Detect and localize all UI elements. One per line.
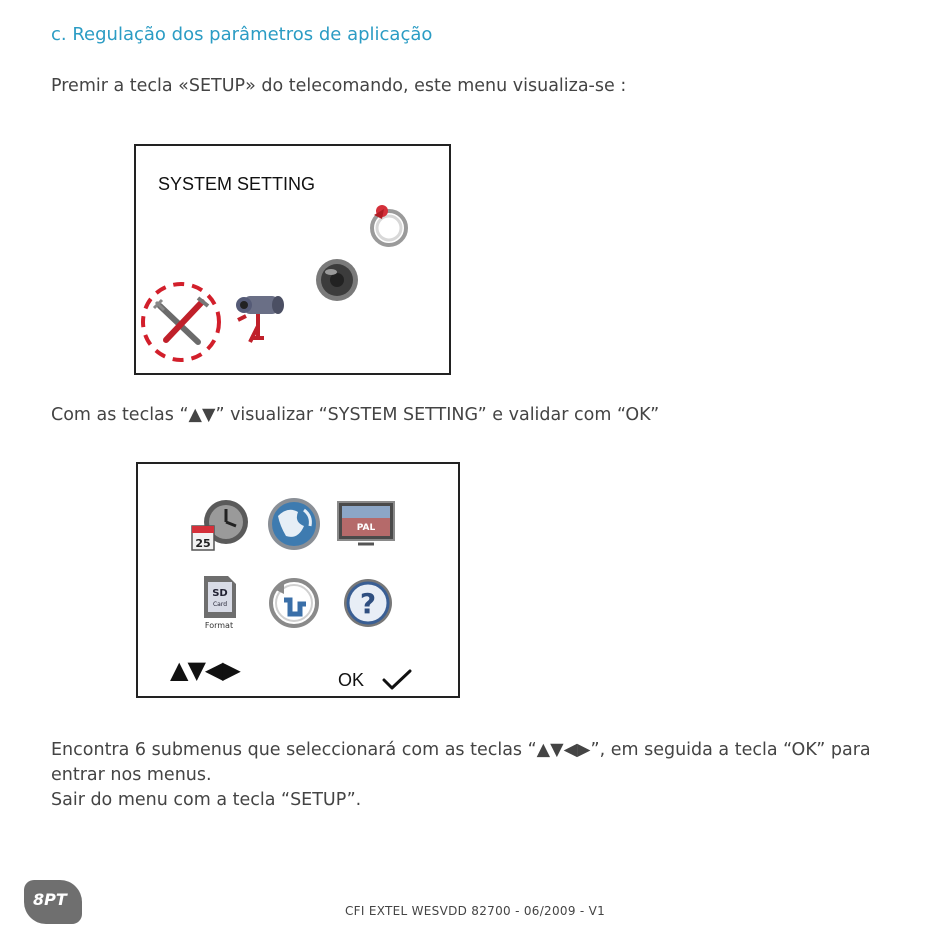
format-label: Format <box>204 621 234 630</box>
help-icon[interactable] <box>340 576 396 630</box>
nav-arrows-hint: ▲▼◀▶ <box>170 656 240 684</box>
sd-card-format-icon[interactable] <box>198 574 240 630</box>
sd-sub-label: Card <box>212 601 228 608</box>
recycle-icon[interactable] <box>266 576 322 630</box>
calendar-day: 25 <box>195 537 211 550</box>
setup-menu-screen <box>134 144 451 375</box>
document-reference: CFI EXTEL WESVDD 82700 - 06/2009 - V1 <box>345 904 606 918</box>
submenus-text <box>51 738 921 813</box>
globe-icon[interactable] <box>264 496 324 552</box>
reset-icon[interactable] <box>364 201 414 251</box>
exit-instruction: Sair do menu com a tecla “SETUP”. <box>51 790 362 810</box>
submenus-line-2: entrar nos menus. <box>51 765 212 785</box>
speaker-icon[interactable] <box>311 254 366 306</box>
help-symbol: ? <box>359 587 377 620</box>
camera-icon[interactable] <box>232 286 290 346</box>
ok-label: OK <box>338 670 365 690</box>
sd-label: SD <box>212 588 228 599</box>
system-setting-title: SYSTEM SETTING <box>158 174 316 194</box>
select-instruction: Com as teclas “▲▼” visualizar “SYSTEM SETTING” e validar com “OK” <box>51 405 660 425</box>
tv-label: PAL <box>356 523 376 533</box>
tv-icon[interactable] <box>336 500 398 552</box>
tools-icon[interactable] <box>138 278 224 366</box>
section-heading: c. Regulação dos parâmetros de aplicação <box>51 24 433 45</box>
clock-calendar-icon[interactable] <box>190 496 254 554</box>
intro-text: Premir a tecla «SETUP» do telecomando, este menu visualiza-se : <box>51 76 627 96</box>
system-setting-screen <box>136 462 460 698</box>
checkmark-icon <box>382 668 412 690</box>
selection-ring <box>138 278 224 366</box>
page-number: 8PT <box>33 890 67 909</box>
submenus-line-1: Encontra 6 submenus que seleccionará com as teclas “▲▼◀▶”, em seguida a tecla “OK” para <box>51 740 871 760</box>
